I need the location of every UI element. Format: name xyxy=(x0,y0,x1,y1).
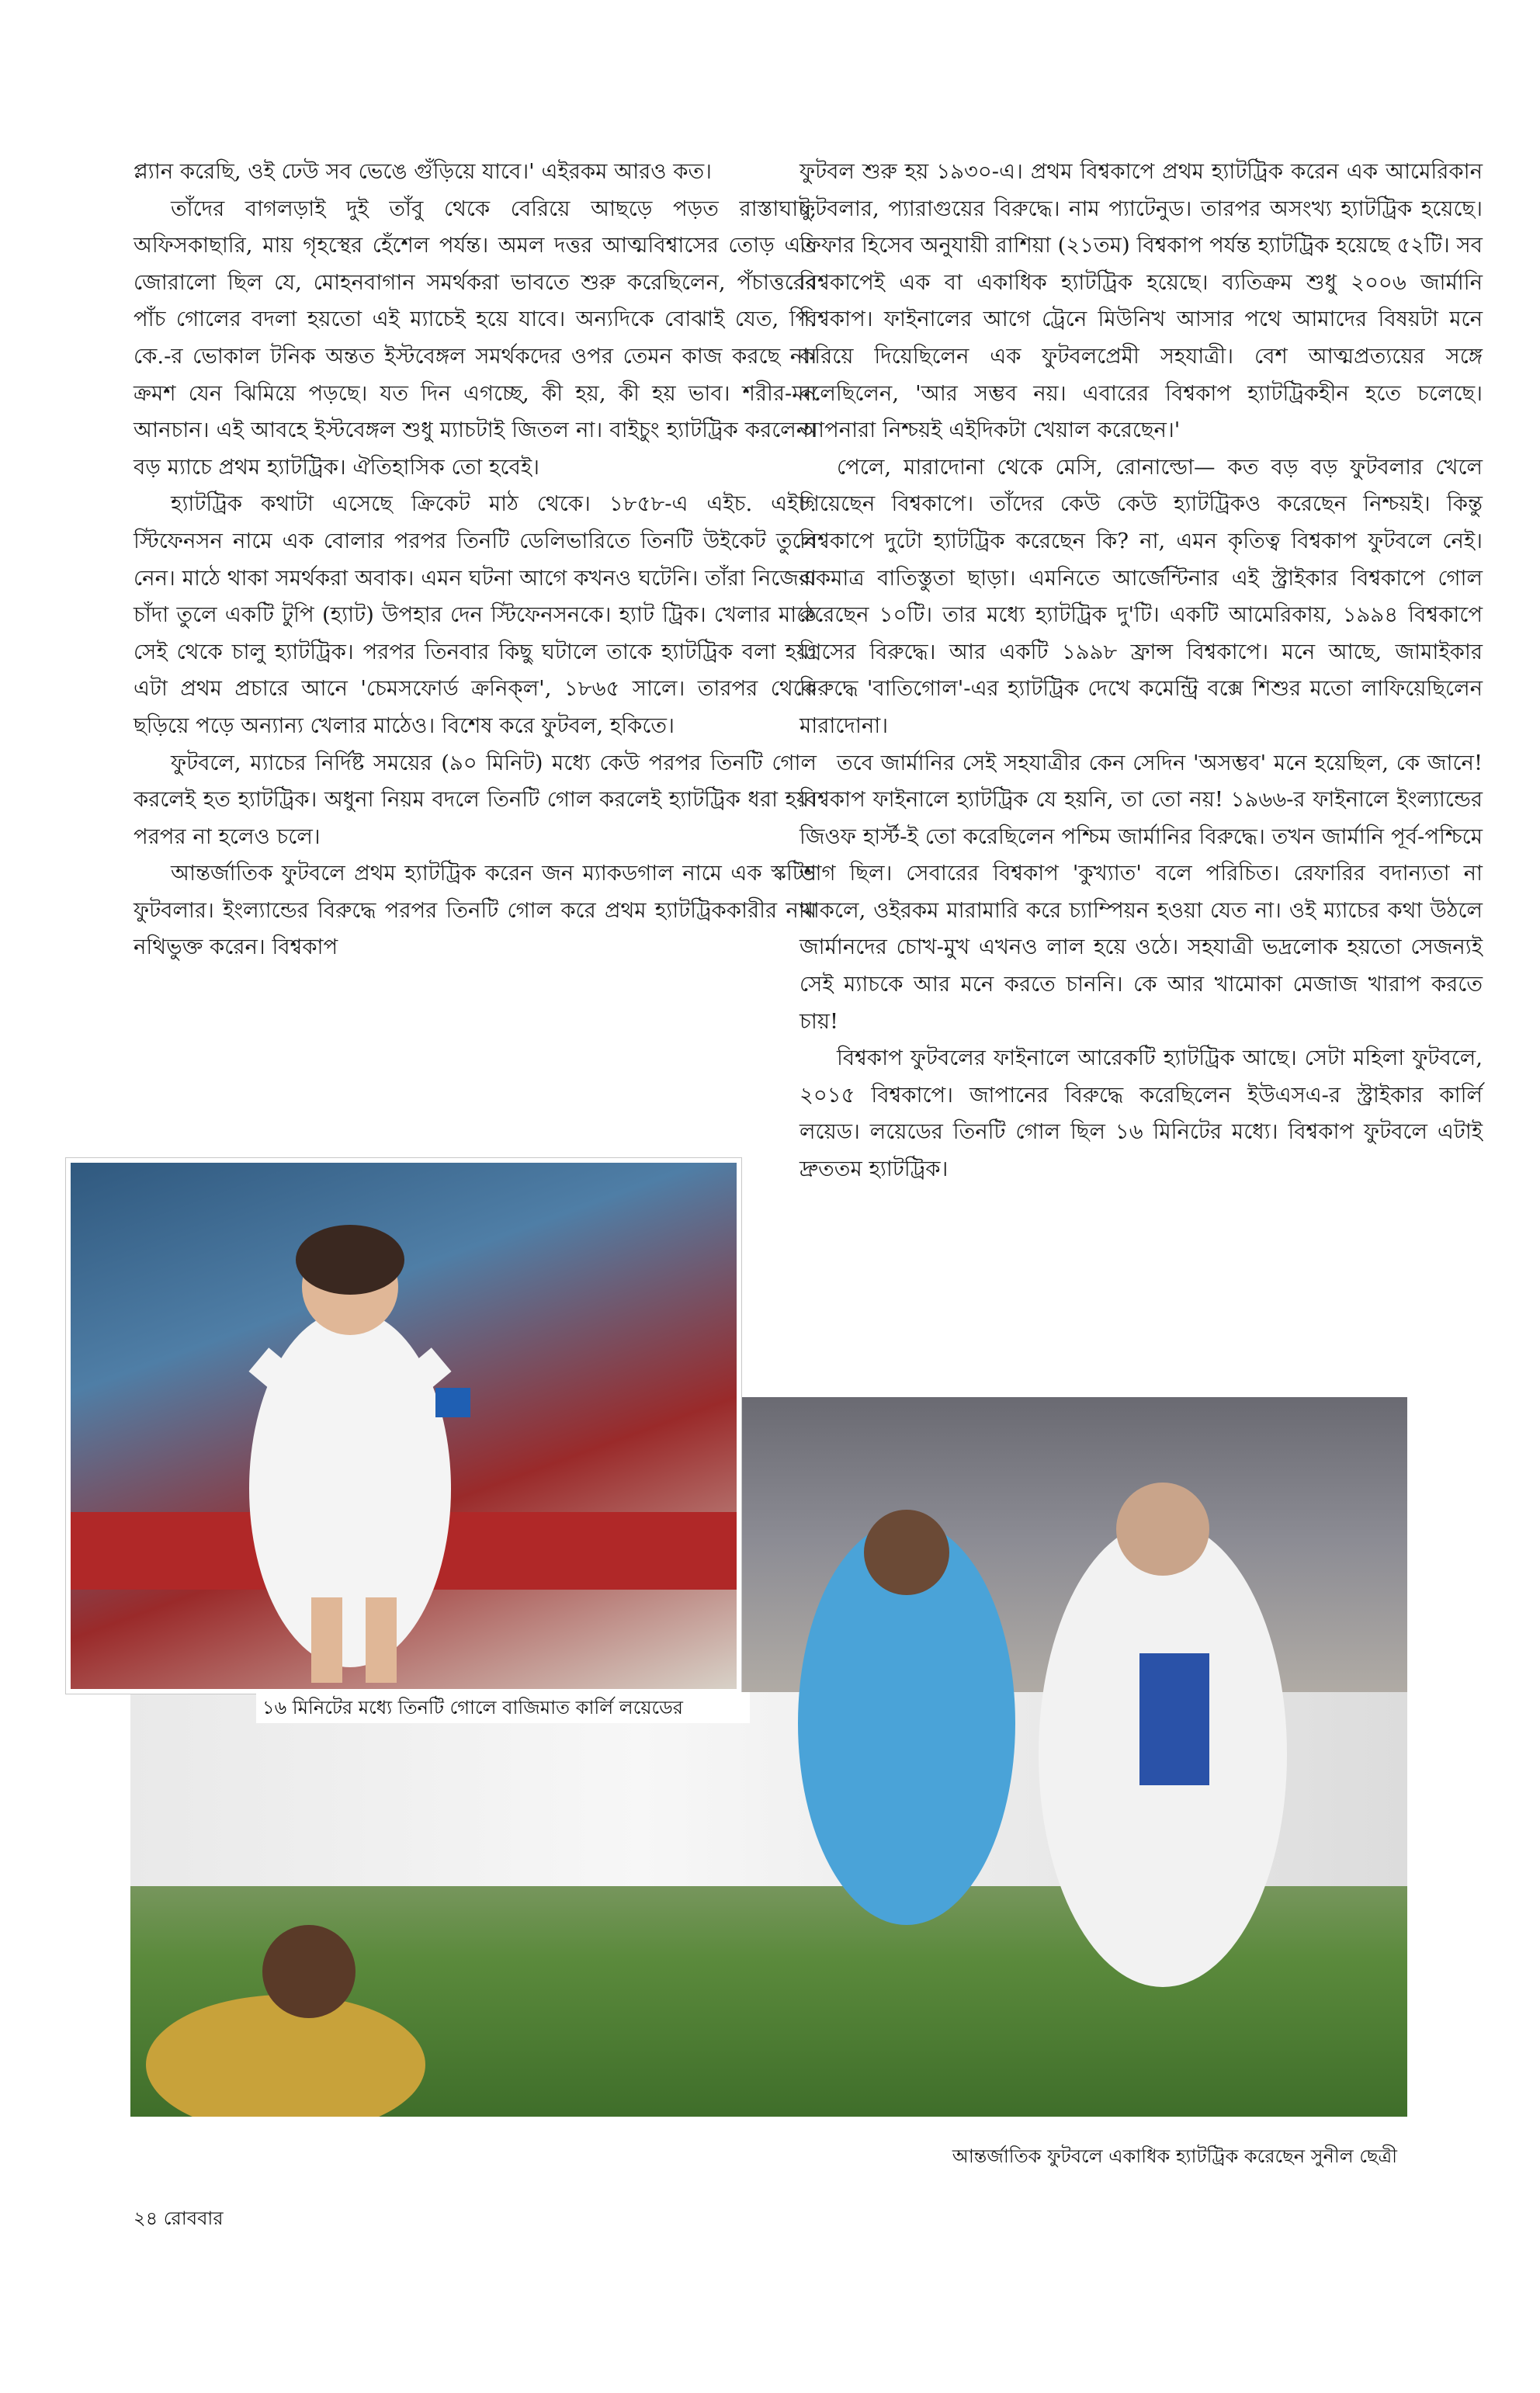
paragraph: প্ল্যান করেছি, ওই ঢেউ সব ভেঙে গুঁড়িয়ে যাবে।' এইরকম আরও কত। xyxy=(134,159,712,184)
photo-caption-chhetri: আন্তর্জাতিক ফুটবলে একাধিক হ্যাটট্রিক করেছেন সুনীল ছেত্রী xyxy=(952,2145,1397,2167)
paragraph: আন্তর্জাতিক ফুটবলে প্রথম হ্যাটট্রিক করেন জন ম্যাকডগাল নামে এক স্কটিশ ফুটবলার। ইংল্যান্ডের বিরুদ্ধে পরপর তিনটি গোল করে প্রথম হ্যাটট্রিককারীর নাম নথিভুক্ত করেন। বিশ্বকাপ xyxy=(134,861,817,960)
page-footer: ২৪ রোববার xyxy=(134,2207,224,2229)
paragraph: পেলে, মারাদোনা থেকে মেসি, রোনাল্ডো— কত বড় বড় ফুটবলার খেলে গিয়েছেন বিশ্বকাপে। তাঁদের কেউ কেউ হ্যাটট্রিকও করেছেন নিশ্চয়ই। কিন্তু বিশ্বকাপে দুটো হ্যাটট্রিক করেছেন কি? না, এমন কৃতিত্ব বিশ্বকাপ ফুটবলে নেই। একমাত্র বাতিস্তুতা ছাড়া। এমনিতে আর্জেন্টিনার এই স্ট্রাইকার বিশ্বকাপে গোল করেছেন ১০টি। তার মধ্যে হ্যাটট্রিক দু'টি। একটি আমেরিকায়, ১৯৯৪ বিশ্বকাপে গ্রিসের বিরুদ্ধে। আর একটি ১৯৯৮ ফ্রান্স বিশ্বকাপে। মনে আছে, জামাইকার বিরুদ্ধে 'বাতিগোল'-এর হ্যাটট্রিক দেখে কমেন্ট্রি বক্সে শিশুর মতো লাফিয়েছিলেন মারাদোনা। xyxy=(799,454,1483,738)
paragraph: তাঁদের বাগলড়াই দুই তাঁবু থেকে বেরিয়ে আছড়ে পড়ত রাস্তাঘাট, অফিসকাছারি, মায় গৃহস্থের হেঁশেল পর্যন্ত। অমল দত্তর আত্মবিশ্বাসের তোড় এত জোরালো ছিল যে, মোহনবাগান সমর্থকরা ভাবতে শুরু করেছিলেন, পঁচাত্তরের পাঁচ গোলের বদলা হয়তো এই ম্যাচেই হয়ে যাবে। অন্যদিকে বোঝাই যেত, পি. কে.-র ভোকাল টনিক অন্তত ইস্টবেঙ্গল সমর্থকদের ওপর তেমন কাজ করছে না। ক্রমশ যেন ঝিমিয়ে পড়ছে। যত দিন এগচ্ছে, কী হয়, কী হয় ভাব। শরীর-মন আনচান। এই আবহে ইস্টবেঙ্গল শুধু ম্যাচটাই জিতল না। বাইচুং হ্যাটট্রিক করলেন। বড় ম্যাচে প্রথম হ্যাটট্রিক। ঐতিহাসিক তো হবেই। xyxy=(134,196,817,480)
paragraph: তবে জার্মানির সেই সহযাত্রীর কেন সেদিন 'অসম্ভব' মনে হয়েছিল, কে জানে! বিশ্বকাপ ফাইনালে হ্যাটট্রিক যে হয়নি, তা তো নয়! ১৯৬৬-র ফাইনালে ইংল্যান্ডের জিওফ হার্স্ট-ই তো করেছিলেন পশ্চিম জার্মানির বিরুদ্ধে। তখন জার্মানি পূর্ব-পশ্চিমে ভাগ ছিল। সেবারের বিশ্বকাপ 'কুখ্যাত' বলে পরিচিত। রেফারির বদান্যতা না থাকলে, ওইরকম মারামারি করে চ্যাম্পিয়ন হওয়া যেত না। ওই ম্যাচের কথা উঠলে জার্মানদের চোখ-মুখ এখনও লাল হয়ে ওঠে। সহযাত্রী ভদ্রলোক হয়তো সেজন্যই সেই ম্যাচকে আর মনে করতে চাননি। কে আর খামোকা মেজাজ খারাপ করতে চায়! xyxy=(799,750,1483,1034)
paragraph: ফুটবলে, ম্যাচের নির্দিষ্ট সময়ের (৯০ মিনিট) মধ্যে কেউ পরপর তিনটি গোল করলেই হত হ্যাটট্রিক। অধুনা নিয়ম বদলে তিনটি গোল করলেই হ্যাটট্রিক ধরা হয়। পরপর না হলেও চলে। xyxy=(134,750,817,849)
article-left-column xyxy=(134,154,817,966)
paragraph: ফুটবল শুরু হয় ১৯৩০-এ। প্রথম বিশ্বকাপে প্রথম হ্যাটট্রিক করেন এক আমেরিকান ফুটবলার, প্যারাগুয়ের বিরুদ্ধে। নাম প্যাটেনুড। তারপর অসংখ্য হ্যাটট্রিক হয়েছে। ফিফার হিসেব অনুযায়ী রাশিয়া (২১তম) বিশ্বকাপ পর্যন্ত হ্যাটট্রিক হয়েছে ৫২টি। সব বিশ্বকাপেই এক বা একাধিক হ্যাটট্রিক হয়েছে। ব্যতিক্রম শুধু ২০০৬ জার্মানি বিশ্বকাপ। ফাইনালের আগে ট্রেনে মিউনিখ আসার পথে আমাদের বিষয়টা মনে করিয়ে দিয়েছিলেন এক ফুটবলপ্রেমী সহযাত্রী। বেশ আত্মপ্রত্যয়ের সঙ্গে বলেছিলেন, 'আর সম্ভব নয়। এবারের বিশ্বকাপ হ্যাটট্রিকহীন হতে চলেছে। আপনারা নিশ্চয়ই এইদিকটা খেয়াল করেছেন।' xyxy=(799,159,1483,443)
photo-caption-lloyd: ১৬ মিনিটের মধ্যে তিনটি গোলে বাজিমাত কার্লি লয়েডের xyxy=(256,1692,750,1723)
photo-carli-lloyd xyxy=(66,1158,741,1694)
article-right-column xyxy=(799,154,1483,1188)
player-celebration-illustration xyxy=(71,1163,737,1689)
paragraph: হ্যাটট্রিক কথাটা এসেছে ক্রিকেট মাঠ থেকে। ১৮৫৮-এ এইচ. এইচ. স্টিফেনসন নামে এক বোলার পরপর তিনটি ডেলিভারিতে তিনটি উইকেট তুলে নেন। মাঠে থাকা সমর্থকরা অবাক। এমন ঘটনা আগে কখনও ঘটেনি। তাঁরা নিজেরা চাঁদা তুলে একটি টুপি (হ্যাট) উপহার দেন স্টিফেনসনকে। হ্যাট ট্রিক। খেলার মাঠে সেই থেকে চালু হ্যাটট্রিক। পরপর তিনবার কিছু ঘটালে তাকে হ্যাটট্রিক বলা হয়। এটা প্রথম প্রচারে আনে 'চেমসফোর্ড ক্রনিক্‌ল', ১৮৬৫ সালে। তারপর থেকে ছড়িয়ে পড়ে অন্যান্য খেলার মাঠেও। বিশেষ করে ফুটবল, হকিতে। xyxy=(134,491,817,738)
paragraph: বিশ্বকাপ ফুটবলের ফাইনালে আরেকটি হ্যাটট্রিক আছে। সেটা মহিলা ফুটবলে, ২০১৫ বিশ্বকাপে। জাপানের বিরুদ্ধে করেছিলেন ইউএসএ-র স্ট্রাইকার কার্লি লয়েড। লয়েডের তিনটি গোল ছিল ১৬ মিনিটের মধ্যে। বিশ্বকাপ ফুটবলে এটাই দ্রুততম হ্যাটট্রিক। xyxy=(799,1046,1483,1182)
